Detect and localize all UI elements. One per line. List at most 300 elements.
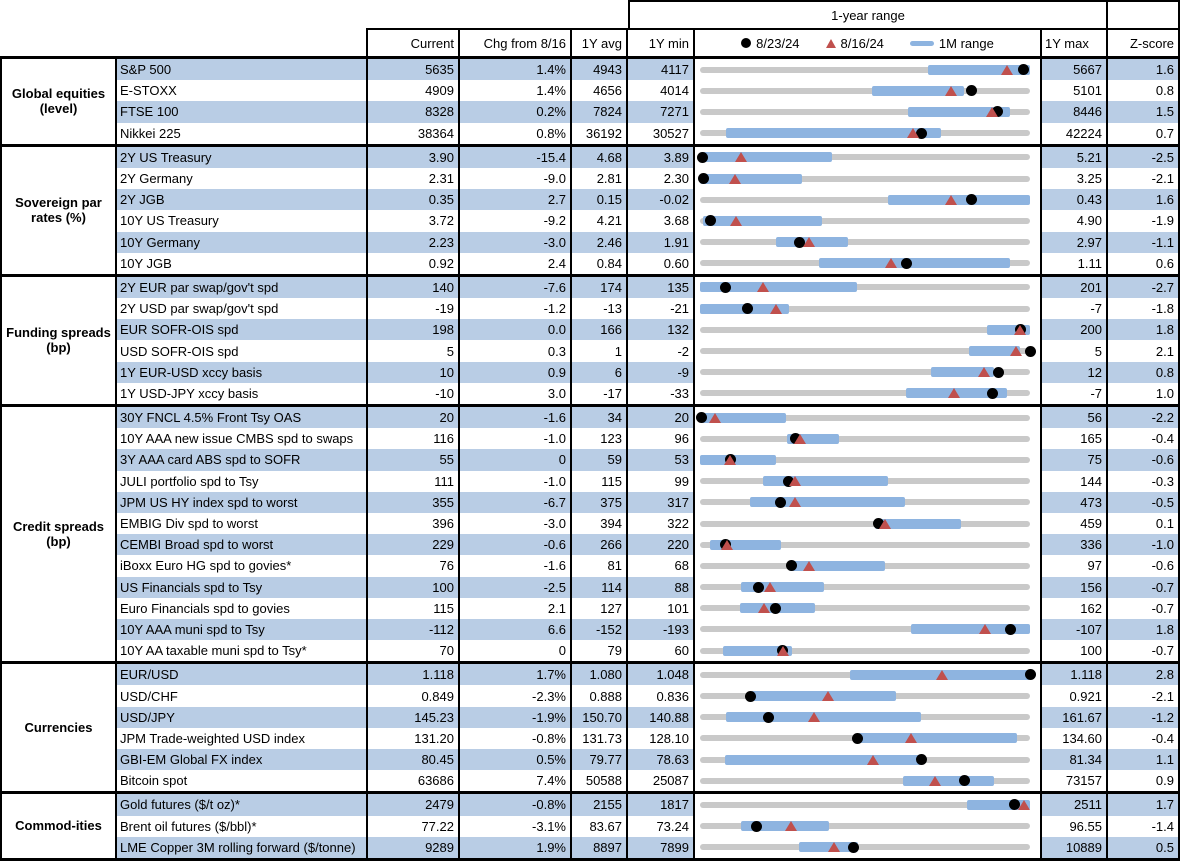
metric-name: 10Y JGB (117, 253, 368, 274)
table-row (117, 685, 1178, 706)
current-date-dot-marker (1025, 346, 1036, 357)
current-value: -19 (368, 298, 460, 319)
range-track (700, 362, 1030, 383)
1y-avg-value: 81 (572, 555, 628, 576)
range-track (700, 123, 1030, 144)
current-value: 63686 (368, 770, 460, 791)
range-track (700, 707, 1030, 728)
chg-value: -1.9% (460, 707, 572, 728)
range-bullet-chart (695, 232, 1042, 253)
chg-value: -15.4 (460, 147, 572, 168)
group-label: Funding spreads (bp) (2, 277, 117, 404)
group-label: Sovereign par rates (%) (2, 147, 117, 274)
zscore-value: 2.1 (1155, 343, 1174, 359)
prior-date-triangle-marker (879, 519, 891, 529)
1m-range-bar (858, 733, 1016, 743)
1y-avg-value: 0.84 (572, 253, 628, 274)
prior-date-triangle-marker (724, 455, 736, 465)
range-bullet-chart (695, 728, 1042, 749)
metric-name: 2Y US Treasury (117, 147, 368, 168)
range-bullet-chart (695, 428, 1042, 449)
1y-avg-value: 36192 (572, 123, 628, 144)
1y-avg-value: 115 (572, 471, 628, 492)
chg-value: -1.6 (460, 555, 572, 576)
1y-avg-value: 50588 (572, 770, 628, 791)
range-track (700, 619, 1030, 640)
1y-max-value: 0.43 (1042, 189, 1108, 210)
group-label: Global equities (level) (2, 59, 117, 144)
current-value: 5635 (368, 59, 460, 80)
1m-range-bar (700, 152, 832, 162)
range-track (700, 770, 1030, 791)
chg-value: -0.6 (460, 534, 572, 555)
table-row (117, 534, 1178, 555)
metric-name: Gold futures ($/t oz)* (117, 794, 368, 815)
zscore-value: 1.1 (1108, 749, 1178, 770)
1y-min-value: 60 (628, 640, 695, 661)
current-date-dot-marker (720, 282, 731, 293)
1y-min-value: 317 (628, 492, 695, 513)
range-track (700, 749, 1030, 770)
range-bullet-chart (695, 685, 1042, 706)
1y-avg-value: 79 (572, 640, 628, 661)
1y-max-value: 8446 (1042, 101, 1108, 122)
col-header-chg: Chg from 8/16 (460, 28, 572, 56)
zscore-value: 1.6 (1108, 59, 1178, 80)
range-bullet-chart (695, 362, 1042, 383)
current-value: -112 (368, 619, 460, 640)
1y-avg-value: 7824 (572, 101, 628, 122)
range-track (700, 101, 1030, 122)
1y-avg-value: 150.70 (572, 707, 628, 728)
metric-name: 10Y Germany (117, 232, 368, 253)
zscore-value: 1.7 (1108, 794, 1178, 815)
prior-date-triangle-marker (828, 842, 840, 852)
zscore-value: -0.3 (1151, 473, 1174, 489)
current-date-dot-marker (852, 733, 863, 744)
zscore-value: 1.5 (1108, 101, 1178, 122)
metric-name: USD/JPY (117, 707, 368, 728)
prior-date-triangle-marker (730, 216, 742, 226)
current-date-dot-marker (916, 754, 927, 765)
prior-date-triangle-marker (764, 582, 776, 592)
metric-name: 10Y AA taxable muni spd to Tsy* (117, 640, 368, 661)
metric-name: Bitcoin spot (117, 770, 368, 791)
table-row (117, 664, 1178, 685)
1y-max-value: 75 (1042, 449, 1108, 470)
zscore-value: 0.8 (1155, 83, 1174, 99)
metric-name: USD/CHF (117, 685, 368, 706)
1y-avg-value: -13 (572, 298, 628, 319)
1y-max-value: 100 (1042, 640, 1108, 661)
current-value: 8328 (368, 101, 460, 122)
group-section (2, 274, 1178, 404)
zscore-value: -2.7 (1108, 277, 1178, 298)
prior-date-triangle-marker (1001, 65, 1013, 75)
1y-max-value: 81.34 (1042, 749, 1108, 770)
1y-max-value: 161.67 (1042, 707, 1108, 728)
zscore-value: -0.7 (1108, 577, 1178, 598)
metric-name: 2Y USD par swap/gov't spd (117, 298, 368, 319)
1y-avg-value: 266 (572, 534, 628, 555)
zscore-value: 1.6 (1108, 189, 1178, 210)
range-track (700, 837, 1030, 858)
range-bullet-chart (695, 189, 1042, 210)
table-row (117, 340, 1178, 361)
chg-value: 1.7% (460, 664, 572, 685)
range-track (700, 210, 1030, 231)
1y-avg-value: 83.67 (572, 816, 628, 837)
1y-min-value: -2 (628, 340, 695, 361)
table-row (117, 728, 1178, 749)
current-date-dot-marker (786, 560, 797, 571)
table-row (117, 492, 1178, 513)
metric-name: Nikkei 225 (117, 123, 368, 144)
prior-date-triangle-marker (1018, 800, 1030, 810)
range-bullet-chart (695, 383, 1042, 404)
1y-avg-value: 166 (572, 319, 628, 340)
metric-name: LME Copper 3M rolling forward ($/tonne) (117, 837, 368, 858)
1y-min-value: 1.91 (628, 232, 695, 253)
1y-avg-value: 375 (572, 492, 628, 513)
metric-name: EUR/USD (117, 664, 368, 685)
current-date-dot-marker (751, 821, 762, 832)
1y-avg-value: 8897 (572, 837, 628, 858)
table-row (117, 449, 1178, 470)
1y-min-value: 132 (628, 319, 695, 340)
prior-date-triangle-marker (803, 237, 815, 247)
chg-value: -6.7 (460, 492, 572, 513)
1y-max-value: 5 (1042, 340, 1108, 361)
chg-value: 1.9% (460, 837, 572, 858)
prior-date-triangle-marker (907, 128, 919, 138)
metric-name: Euro Financials spd to govies (117, 598, 368, 619)
table-row (117, 232, 1178, 253)
chg-value: 6.6 (460, 619, 572, 640)
range-track (700, 598, 1030, 619)
table-row (117, 837, 1178, 858)
table-row (117, 123, 1178, 144)
group-rows (117, 277, 1178, 404)
table-row (117, 749, 1178, 770)
range-bullet-chart (695, 277, 1042, 298)
current-date-dot-marker (1025, 669, 1036, 680)
range-bullet-chart (695, 298, 1042, 319)
1y-max-value: -7 (1042, 383, 1108, 404)
group-rows (117, 794, 1178, 858)
prior-date-triangle-marker (822, 691, 834, 701)
chg-value: 1.4% (460, 80, 572, 101)
range-track (700, 492, 1030, 513)
metric-name: JPM Trade-weighted USD index (117, 728, 368, 749)
1y-avg-value: 79.77 (572, 749, 628, 770)
current-date-dot-marker (993, 367, 1004, 378)
zscore-value: 0.6 (1155, 255, 1174, 271)
1y-avg-value: 34 (572, 407, 628, 428)
1m-range-bar (819, 258, 1010, 268)
table-row (117, 428, 1178, 449)
1m-range-bar (700, 455, 776, 465)
group-label: Commod-ities (2, 794, 117, 858)
metric-name: E-STOXX (117, 80, 368, 101)
prior-date-triangle-marker (945, 195, 957, 205)
1y-min-value: -33 (628, 383, 695, 404)
1y-min-value: 99 (628, 471, 695, 492)
1y-avg-value: -152 (572, 619, 628, 640)
range-bullet-chart (695, 577, 1042, 598)
col-header-current: Current (366, 28, 460, 56)
range-bullet-chart (695, 449, 1042, 470)
1y-avg-value: 6 (572, 362, 628, 383)
table-row (117, 298, 1178, 319)
chg-value: 0 (460, 449, 572, 470)
range-track (700, 664, 1030, 685)
current-value: 2479 (368, 794, 460, 815)
current-value: 9289 (368, 837, 460, 858)
group-rows (117, 664, 1178, 791)
1y-max-value: 1.11 (1042, 253, 1108, 274)
1y-min-value: 1817 (628, 794, 695, 815)
metric-name: 10Y AAA new issue CMBS spd to swaps (117, 428, 368, 449)
range-track (700, 80, 1030, 101)
range-track (700, 428, 1030, 449)
1y-avg-value: 0.888 (572, 685, 628, 706)
prior-date-triangle-marker (905, 733, 917, 743)
1m-range-bar (763, 476, 888, 486)
1y-max-value: 336 (1042, 534, 1108, 555)
range-track (700, 277, 1030, 298)
range-bullet-chart (695, 749, 1042, 770)
current-date-dot-marker (848, 842, 859, 853)
zscore-value: -0.6 (1151, 558, 1174, 574)
range-track (700, 577, 1030, 598)
1y-avg-value: 4.68 (572, 147, 628, 168)
metric-name: JULI portfolio spd to Tsy (117, 471, 368, 492)
zscore-value: 0.5 (1108, 837, 1178, 858)
table-row (117, 210, 1178, 231)
zscore-value: -1.0 (1108, 534, 1178, 555)
metric-name: EUR SOFR-OIS spd (117, 319, 368, 340)
1y-max-value: 4.90 (1042, 210, 1108, 231)
1y-avg-value: -17 (572, 383, 628, 404)
range-bullet-chart (695, 123, 1042, 144)
zscore-value: -0.5 (1108, 492, 1178, 513)
1y-avg-value: 394 (572, 513, 628, 534)
range-bullet-chart (695, 407, 1042, 428)
prior-date-triangle-marker (794, 434, 806, 444)
chg-value: 0.5% (460, 749, 572, 770)
1y-min-value: 1.048 (628, 664, 695, 685)
1y-min-value: 4014 (628, 80, 695, 101)
chg-value: -0.8% (460, 728, 572, 749)
current-value: 115 (368, 598, 460, 619)
table-row (117, 168, 1178, 189)
1y-min-value: 0.60 (628, 253, 695, 274)
range-bullet-chart (695, 59, 1042, 80)
table-row (117, 147, 1178, 168)
zscore-value: 0.1 (1155, 516, 1174, 532)
metric-name: 3Y AAA card ABS spd to SOFR (117, 449, 368, 470)
1y-max-value: -7 (1042, 298, 1108, 319)
chg-value: 3.0 (460, 383, 572, 404)
range-track (700, 319, 1030, 340)
1y-max-value: 12 (1042, 362, 1108, 383)
range-track (700, 59, 1030, 80)
table-row (117, 101, 1178, 122)
1y-avg-value: 4.21 (572, 210, 628, 231)
1y-min-value: 88 (628, 577, 695, 598)
1y-min-value: 30527 (628, 123, 695, 144)
1m-range-bar (726, 712, 921, 722)
1y-max-value: 156 (1042, 577, 1108, 598)
1y-min-value: -9 (628, 362, 695, 383)
prior-date-triangle-marker (986, 107, 998, 117)
range-track (700, 816, 1030, 837)
zscore-header-top-cell (1108, 0, 1180, 28)
range-track (700, 189, 1030, 210)
col-header-1y-max: 1Y max (1042, 28, 1108, 56)
current-value: 20 (368, 407, 460, 428)
col-header-1y-avg: 1Y avg (572, 28, 628, 56)
table-row (117, 319, 1178, 340)
zscore-value: 0.9 (1155, 773, 1174, 789)
group-section (2, 791, 1178, 858)
1y-min-value: 7271 (628, 101, 695, 122)
metric-name: FTSE 100 (117, 101, 368, 122)
range-bullet-chart (695, 80, 1042, 101)
table-row (117, 577, 1178, 598)
legend-dot-label: 8/23/24 (756, 35, 800, 51)
range-title: 1-year range (628, 0, 1108, 28)
table-row (117, 383, 1178, 404)
1y-max-value: 134.60 (1042, 728, 1108, 749)
1y-range-track (700, 239, 1030, 245)
table-row (117, 770, 1178, 791)
range-track (700, 513, 1030, 534)
chg-value: -3.0 (460, 232, 572, 253)
chg-value: -1.6 (460, 407, 572, 428)
1y-avg-value: 1.080 (572, 664, 628, 685)
1y-max-value: 2511 (1042, 794, 1108, 815)
range-track (700, 253, 1030, 274)
legend-tri-label: 8/16/24 (840, 35, 884, 51)
table-row (117, 362, 1178, 383)
metric-name: CEMBI Broad spd to worst (117, 534, 368, 555)
red-triangle-icon (826, 39, 836, 48)
legend-item-1m-range (910, 36, 994, 51)
prior-date-triangle-marker (735, 152, 747, 162)
prior-date-triangle-marker (1010, 346, 1022, 356)
chg-value: 7.4% (460, 770, 572, 791)
current-date-dot-marker (742, 303, 753, 314)
prior-date-triangle-marker (785, 821, 797, 831)
header-row-columns (0, 28, 1180, 56)
current-value: 145.23 (368, 707, 460, 728)
group-rows (117, 407, 1178, 661)
zscore-value: -2.2 (1108, 407, 1178, 428)
current-date-dot-marker (987, 388, 998, 399)
blue-range-bar-icon (910, 41, 934, 46)
current-value: 2.23 (368, 232, 460, 253)
prior-date-triangle-marker (885, 258, 897, 268)
range-bullet-chart (695, 770, 1042, 791)
1y-max-value: 1.118 (1042, 664, 1108, 685)
current-date-dot-marker (966, 194, 977, 205)
1y-min-value: 140.88 (628, 707, 695, 728)
1y-max-value: 5667 (1042, 59, 1108, 80)
1y-max-value: 97 (1042, 555, 1108, 576)
range-track (700, 534, 1030, 555)
chg-value: -9.2 (460, 210, 572, 231)
group-label: Credit spreads (bp) (2, 407, 117, 661)
1y-min-value: 78.63 (628, 749, 695, 770)
current-value: -10 (368, 383, 460, 404)
zscore-value: 1.0 (1155, 385, 1174, 401)
col-header-zscore: Z-score (1108, 28, 1180, 56)
chg-value: -9.0 (460, 168, 572, 189)
prior-date-triangle-marker (979, 624, 991, 634)
chg-value: 2.4 (460, 253, 572, 274)
chg-value: 0.3 (460, 340, 572, 361)
range-bullet-chart (695, 492, 1042, 513)
current-value: 229 (368, 534, 460, 555)
legend-bar-label: 1M range (938, 35, 994, 51)
prior-date-triangle-marker (929, 776, 941, 786)
1y-avg-value: 4943 (572, 59, 628, 80)
legend-item-dot (741, 36, 799, 51)
1y-avg-value: 2.81 (572, 168, 628, 189)
range-bullet-chart (695, 837, 1042, 858)
current-value: 131.20 (368, 728, 460, 749)
zscore-value: -2.5 (1108, 147, 1178, 168)
range-track (700, 640, 1030, 661)
prior-date-triangle-marker (808, 712, 820, 722)
current-value: 77.22 (368, 816, 460, 837)
chg-value: 2.1 (460, 598, 572, 619)
1y-max-value: 200 (1042, 319, 1108, 340)
range-bullet-chart (695, 816, 1042, 837)
1m-range-bar (700, 174, 802, 184)
metric-name: iBoxx Euro HG spd to govies* (117, 555, 368, 576)
prior-date-triangle-marker (936, 670, 948, 680)
prior-date-triangle-marker (709, 413, 721, 423)
prior-date-triangle-marker (945, 86, 957, 96)
range-bullet-chart (695, 707, 1042, 728)
1y-avg-value: 4656 (572, 80, 628, 101)
zscore-value: -1.2 (1108, 707, 1178, 728)
range-bullet-chart (695, 319, 1042, 340)
1y-max-value: 73157 (1042, 770, 1108, 791)
1y-max-value: 56 (1042, 407, 1108, 428)
current-date-dot-marker (696, 412, 707, 423)
chg-value: -2.3% (460, 685, 572, 706)
range-bullet-chart (695, 471, 1042, 492)
1y-min-value: 73.24 (628, 816, 695, 837)
chg-value: -1.0 (460, 428, 572, 449)
table-row (117, 619, 1178, 640)
1m-range-bar (725, 755, 923, 765)
1y-avg-value: 114 (572, 577, 628, 598)
1y-min-value: 53 (628, 449, 695, 470)
range-bullet-chart (695, 101, 1042, 122)
1y-max-value: 165 (1042, 428, 1108, 449)
range-track (700, 383, 1030, 404)
1y-min-value: 68 (628, 555, 695, 576)
table-row (117, 640, 1178, 661)
metric-name: EMBIG Div spd to worst (117, 513, 368, 534)
1y-avg-value: 123 (572, 428, 628, 449)
group-section (2, 144, 1178, 274)
